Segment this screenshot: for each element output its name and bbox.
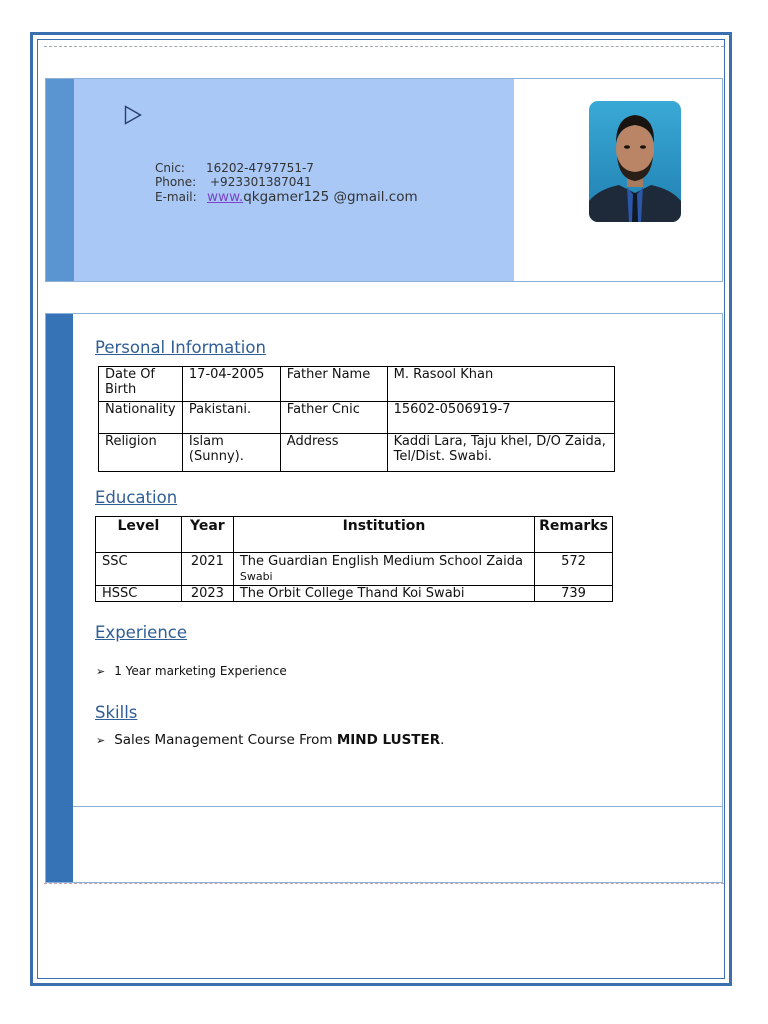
institution-text: The Guardian English Medium School Zaida: [239, 554, 523, 569]
play-icon: [124, 105, 142, 125]
table-row: [96, 553, 613, 586]
table-row: [96, 586, 613, 602]
footer-divider: [73, 806, 723, 807]
institution-city: Swabi: [239, 570, 273, 583]
column-header: Level: [96, 517, 182, 553]
year-cell: 2021: [181, 553, 233, 586]
table-cell: Father Name: [280, 367, 387, 402]
education-heading: Education: [95, 488, 178, 507]
email-label: E-mail:: [155, 190, 197, 204]
cnic-row: [155, 161, 418, 175]
experience-text: 1 Year marketing Experience: [114, 664, 287, 678]
institution-cell: [233, 553, 534, 586]
cnic-value: 16202-4797751-7: [206, 161, 314, 175]
cnic-label: Cnic:: [155, 161, 185, 175]
email-link[interactable]: www.: [207, 189, 244, 205]
header-section: [45, 78, 723, 282]
education-table: [95, 516, 613, 602]
remarks-cell: 739: [535, 586, 613, 602]
column-header: Remarks: [535, 517, 613, 553]
column-header: Year: [181, 517, 233, 553]
skills-item: [96, 732, 444, 748]
personal-info-table: [98, 366, 615, 472]
phone-row: [155, 175, 418, 189]
column-header: Institution: [233, 517, 534, 553]
table-cell: Islam (Sunny).: [182, 434, 280, 472]
arrow-bullet-icon: ➢: [96, 665, 106, 678]
table-cell: Religion: [99, 434, 183, 472]
skills-suffix: .: [440, 732, 445, 748]
header-contact-panel: [74, 79, 514, 281]
profile-photo: [589, 101, 681, 222]
main-accent-stripe: [46, 314, 73, 882]
table-row: [99, 367, 615, 402]
table-row: [99, 434, 615, 472]
year-cell: 2023: [181, 586, 233, 602]
email-row: [155, 189, 418, 205]
phone-value: +923301387041: [210, 175, 312, 189]
table-cell: 15602-0506919-7: [387, 402, 614, 434]
arrow-bullet-icon: ➢: [96, 734, 106, 747]
table-row: [99, 402, 615, 434]
top-dashed-line: [44, 46, 724, 47]
table-cell: Address: [280, 434, 387, 472]
email-value: qkgamer125 @gmail.com: [243, 189, 418, 205]
bottom-dashed-line: [44, 883, 724, 884]
header-accent-stripe: [46, 79, 74, 281]
experience-heading: Experience: [95, 623, 188, 642]
institution-cell: The Orbit College Thand Koi Swabi: [233, 586, 534, 602]
table-cell: Kaddi Lara, Taju khel, D/O Zaida, Tel/Dist. Swabi.: [387, 434, 614, 472]
skills-heading: Skills: [95, 703, 138, 722]
level-cell: HSSC: [96, 586, 182, 602]
table-cell: 17-04-2005: [182, 367, 280, 402]
skills-provider: MIND LUSTER: [336, 732, 441, 748]
personal-info-heading: Personal Information: [95, 338, 266, 357]
table-header-row: [96, 517, 613, 553]
phone-label: Phone:: [155, 175, 197, 189]
main-section: [45, 313, 723, 883]
contact-info: [155, 161, 418, 205]
remarks-cell: 572: [535, 553, 613, 586]
table-cell: M. Rasool Khan: [387, 367, 614, 402]
table-cell: Father Cnic: [280, 402, 387, 434]
table-cell: Date Of Birth: [99, 367, 183, 402]
table-cell: Pakistani.: [182, 402, 280, 434]
table-cell: Nationality: [99, 402, 183, 434]
level-cell: SSC: [96, 553, 182, 586]
skills-text: Sales Management Course From: [114, 732, 337, 748]
experience-item: [96, 664, 287, 678]
